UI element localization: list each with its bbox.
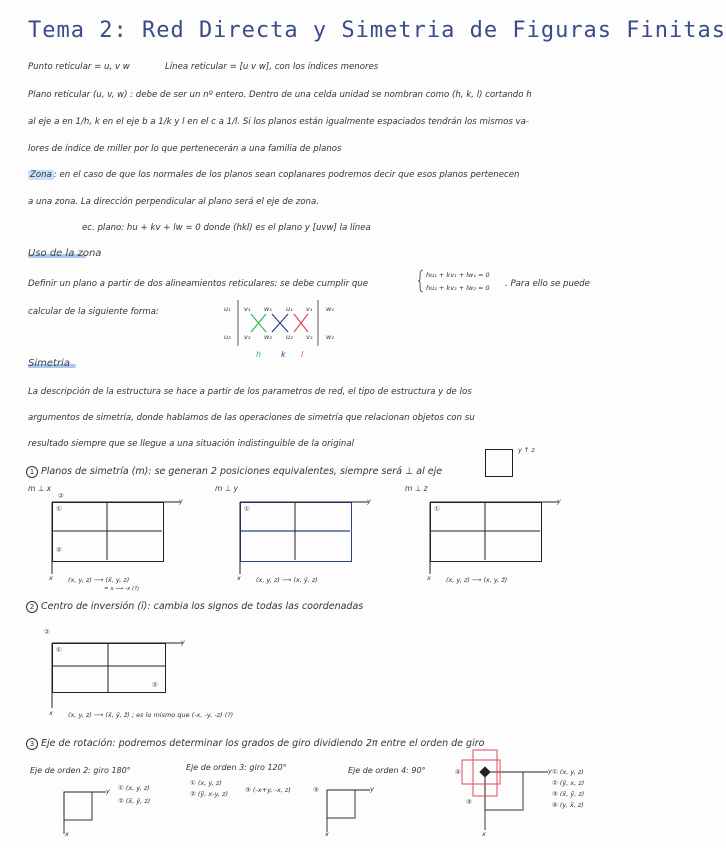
m-perp-y: m ⊥ y [215, 484, 239, 493]
axis-y-label: y [557, 497, 561, 505]
orden-4-coord-1: ① (x, y, z) [552, 768, 584, 776]
matrix-l: l [301, 350, 304, 359]
matrix-v1: v₁ [244, 305, 251, 313]
axis-y-label: y [181, 638, 185, 646]
axis-x-label: x [65, 830, 69, 838]
orden-3-coord-2: ② (ȳ, x-y, z) [190, 790, 229, 798]
number-badge: 3 [26, 738, 38, 750]
point-2: ② [56, 546, 62, 554]
number-badge: 2 [26, 601, 38, 613]
matrix-u1: u₁ [224, 305, 231, 313]
orden-2-coord-2: ② (x̄, ȳ, z) [118, 797, 151, 805]
point-2: ② [152, 681, 158, 689]
matrix-u2b: u₂ [286, 333, 293, 341]
plano-line-3: lores de índice de miller por lo que pertenecerán a una familia de planos [28, 144, 342, 154]
coords-m-y: (x, y, z) ⟶ (x, ȳ, z) [256, 576, 318, 584]
eq-1: hu₁ + kv₁ + lw₁ = 0 [426, 271, 490, 279]
matrix-u1b: u₁ [286, 305, 293, 313]
point-1: ① [434, 505, 440, 513]
punto-def: Punto reticular = u, v w [28, 62, 130, 72]
number-badge: 1 [26, 466, 38, 478]
axis-x-label: x [427, 574, 431, 582]
axis-y-label: y [106, 787, 110, 795]
point-3: ③ [313, 786, 319, 794]
matrix-h: h [256, 350, 262, 359]
orden-4-label: Eje de orden 4: 90° [348, 766, 426, 775]
simetria-line-1: La descripción de la estructura se hace a partir de los parametros de red, el tipo de estructura y de los [28, 387, 472, 397]
matrix-v1b: v₁ [306, 305, 313, 313]
axis-x-label: x [49, 709, 53, 717]
coords-inversion: (x, y, z) ⟶ (x̄, ȳ, z̄) ; es lo mismo que (-x, -y, -z) (?) [68, 711, 234, 719]
uso-heading: Uso de la zona [28, 248, 102, 259]
matrix-w2: w₂ [264, 333, 272, 341]
page-title: Tema 2: Red Directa y Simetria de Figuras Finitas [28, 18, 726, 43]
axis-x-label: x [325, 830, 329, 838]
point-1: ① [56, 646, 62, 654]
plano-line-2: al eje a en 1/h, k en el eje b a 1/k y l en el c a 1/l. Si los planos están igualmente espaciados tendrán los mismos va- [28, 117, 529, 127]
uso-line-1: Definir un plano a partir de dos alineamientos reticulares: se debe cumplir que [28, 279, 369, 289]
matrix-v2: v₂ [244, 333, 251, 341]
axis-x-label: x [482, 830, 486, 838]
point-1: ① [244, 505, 250, 513]
orden-3-coord-1: ① (x, y, z) [190, 779, 222, 787]
orden-2-coord-1: ① (x, y, z) [118, 784, 150, 792]
axis-y-label: y [548, 767, 552, 775]
orden-4-coord-2: ② (ȳ, x, z) [552, 779, 585, 787]
zona-line-2: a una zona. La dirección perpendicular al plano será el eje de zona. [28, 197, 319, 207]
linea-def: Línea reticular = [u v w], con los índices menores [165, 62, 379, 72]
matrix-w2b: w₂ [326, 333, 334, 341]
orden-4-coord-3: ③ (x̄, ȳ, z) [552, 790, 585, 798]
uso-line-1b: . Para ello se puede [505, 279, 590, 289]
cube-label: y ↑ z [518, 446, 535, 454]
inversion-text: Centro de inversión (ī): cambia los signos de todas las coordenadas [41, 601, 364, 612]
orden-3-coord-3: ③ (-x+y, -x, z) [245, 786, 291, 794]
matrix-u2: u₂ [224, 333, 231, 341]
m-perp-z: m ⊥ z [405, 484, 428, 493]
point-2: ② [58, 492, 64, 500]
coords-m-x-note: = x ⟶ -x (?) [104, 586, 140, 592]
axis-x-label: x [49, 574, 53, 582]
matrix-v2b: v₂ [306, 333, 313, 341]
planos-text: Planos de simetría (m): se generan 2 posiciones equivalentes, siempre será ⊥ al eje [41, 466, 443, 477]
matrix-w1: w₁ [264, 305, 272, 313]
m-perp-x: m ⊥ x [28, 484, 52, 493]
matrix-k: k [281, 350, 286, 359]
zona-text: : en el caso de que los normales de los planos sean coplanares podremos decir que esos planos pertenecen [53, 170, 520, 180]
ecuacion-plano: ec. plano: hu + kv + lw = 0 donde (hkl) es el plano y [uvw] la línea [82, 223, 371, 233]
point-1: ① [56, 505, 62, 513]
coords-m-z: (x, y, z) ⟶ (x, y, z̄) [446, 576, 508, 584]
orden-3-label: Eje de orden 3: giro 120° [186, 763, 287, 772]
axis-y-label: y [367, 497, 371, 505]
eq-2: hu₂ + kv₂ + lw₂ = 0 [426, 284, 490, 292]
axis-y-label: y [370, 785, 374, 793]
zona-label: Zona [30, 170, 52, 180]
plano-line-1: Plano reticular (u, v, w) : debe de ser un nº entero. Dentro de una celda unidad se nombran como (h, k, l) cortando h [28, 90, 532, 100]
simetria-line-3: resultado siempre que se llegue a una situación indistinguible de la original [28, 439, 355, 449]
simetria-line-2: argumentos de simetría, donde hablamos de las operaciones de simetría que relacionan objetos con su [28, 413, 475, 423]
rotacion-text: Eje de rotación: podremos determinar los grados de giro dividiendo 2π entre el orden de giro [41, 738, 485, 749]
simetria-heading: Simetria [28, 358, 70, 369]
matrix-w1b: w₁ [326, 305, 334, 313]
uso-line-2: calcular de la siguiente forma: [28, 307, 159, 317]
axis-x-label: x [237, 574, 241, 582]
axis-y-label: y [179, 497, 183, 505]
coords-m-x: (x, y, z) ⟶ (x̄, y, z) [68, 576, 130, 584]
point-2: ② [44, 628, 50, 636]
orden-2-label: Eje de orden 2: giro 180° [30, 766, 131, 775]
point-3: ③ [466, 798, 472, 806]
orden-4-coord-4: ④ (y, x̄, z) [552, 801, 584, 809]
point-4: ④ [455, 768, 461, 776]
